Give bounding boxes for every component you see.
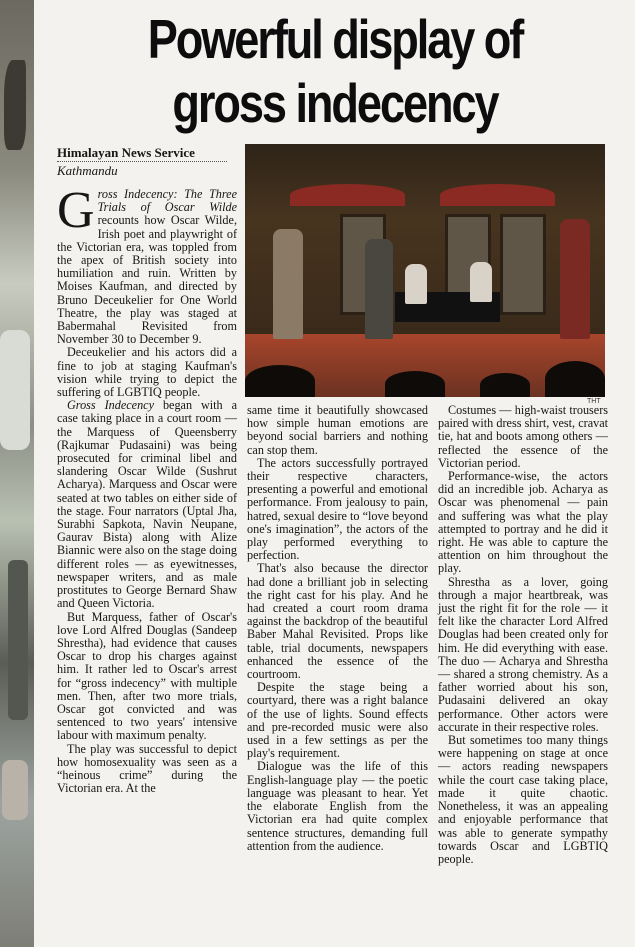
lead-text: recounts how Oscar Wilde, Irish poet and playwright of the Victorian era, was toppled from the apex of British society into humiliation and ruin. Written by Moises Kaufman, and directed by Bruno Deceukelier for One World Theatre, the play was staged at Babermahal Revisited from November 30 to December 9. bbox=[57, 213, 237, 347]
actor-figure bbox=[560, 219, 590, 339]
byline-divider bbox=[57, 161, 227, 162]
body-paragraph: Despite the stage being a courtyard, there was a right balance of the use of lights. Sound effects and pre-recorded music were also used in a few settings as per the play's requirement. bbox=[247, 680, 428, 761]
play-title: ross Indecency: The Three Trials of Oscar Wilde bbox=[97, 187, 237, 215]
body-paragraph: Performance-wise, the actors did an incredible job. Acharya as Oscar was phenomenal — pain and suffering was what the play attempted to portray and he did it right. He was able to capture the attention on him throughout the play. bbox=[438, 469, 608, 576]
body-paragraph: same time it beautifully showcased how simple human emotions are beyond social barriers and nothing can stop them. bbox=[247, 403, 428, 457]
body-text: began with a case taking place in a court room — the Marquess of Queensberry (Rajkumar Pudasaini) was being prosecuted for criminal libel and slandering Oscar Wilde (Sushrut Acharya). Marquess and Oscar were seated at two tables on either side of the stage. Four narrators (Uptal Jha, Surabhi Sapkota, Navin Neupane, Gaurav Bista) along with Alize Biannic were also on the stage doing different roles — as eyewitnesses, newspaper writers, and as male prostitutes to George Bernard Shaw and Queen Victoria. bbox=[57, 398, 237, 611]
body-paragraph: But Marquess, father of Oscar's love Lord Alfred Douglas (Sandeep Shrestha), had evidence that causes Oscar to drop his charges against him. It rather led to Oscar's arrest for “gross indecency” with multiple men. Then, after two more trials, Oscar got convicted and was sentenced to two years' intensive labour with maximum penalty. bbox=[57, 609, 237, 743]
body-paragraph: Dialogue was the life of this English-language play — the poetic language was pleasant to hear. Yet the elaborate English from the Victorian era had quite complex sentence structures, demanding full attention from the audience. bbox=[247, 759, 428, 853]
article-column-2 bbox=[247, 404, 428, 853]
body-paragraph: That's also because the director had done a brilliant job in selecting the right cast for his play. And he had created a court room drama against the backdrop of the beautiful Baber Mahal Revisited. Props like table, trial documents, newspapers enhanced the essence of the courtroom. bbox=[247, 561, 428, 682]
actor-figure bbox=[405, 264, 427, 304]
actor-figure bbox=[273, 229, 303, 339]
adjacent-page-image bbox=[0, 0, 34, 947]
play-title-inline: Gross Indecency bbox=[67, 398, 154, 413]
drop-cap: G bbox=[57, 182, 95, 239]
body-paragraph: Shrestha as a lover, going through a major heartbreak, was just the right fit for the role — it felt like the character Lord Alfred Douglas had been created only for him. He did everything with ease. The duo — Acharya and Shrestha — shared a strong chemistry. As a father worried about his son, Pudasaini delivered an okay performance. Other actors were accurate in their respective roles. bbox=[438, 574, 608, 734]
body-paragraph: Deceukelier and his actors did a fine to job at staging Kaufman's vision while trying to depict the suffering of LGBTIQ people. bbox=[57, 345, 237, 400]
byline: Himalayan News Service bbox=[57, 145, 195, 160]
article-column-1 bbox=[57, 182, 237, 796]
body-paragraph: Costumes — high-waist trousers paired with dress shirt, vest, cravat tie, hat and boots among others — reflected the essence of the Victorian period. bbox=[438, 403, 608, 470]
article-column-3 bbox=[438, 404, 608, 866]
headline-line-1: Powerful display of bbox=[147, 8, 523, 70]
body-paragraph: The play was successful to depict how homosexuality was seen as a “heinous crime” during the Victorian era. At the bbox=[57, 741, 237, 796]
stage-photo bbox=[245, 144, 605, 397]
photo-credit: THT bbox=[587, 398, 601, 405]
body-paragraph: The actors successfully portrayed their respective characters, presenting a powerful and emotional performance. From jealousy to pain, hatred, sexual desire to “love beyond one's imagination”, the actors of the play performed everything to perfection. bbox=[247, 455, 428, 563]
lead-paragraph bbox=[57, 182, 237, 347]
dateline: Kathmandu bbox=[57, 163, 118, 178]
body-paragraph: But sometimes too many things were happening on stage at once — actors reading newspapers while the court case taking place, made it quite chaotic. Nonetheless, it was an appealing and enjoyable performance that was able to generate sympathy towards Oscar and LGBTIQ people. bbox=[438, 733, 608, 866]
body-paragraph bbox=[57, 399, 237, 610]
actor-figure bbox=[470, 262, 492, 302]
headline-line-2: gross indecency bbox=[172, 72, 498, 134]
actor-figure bbox=[365, 239, 393, 339]
